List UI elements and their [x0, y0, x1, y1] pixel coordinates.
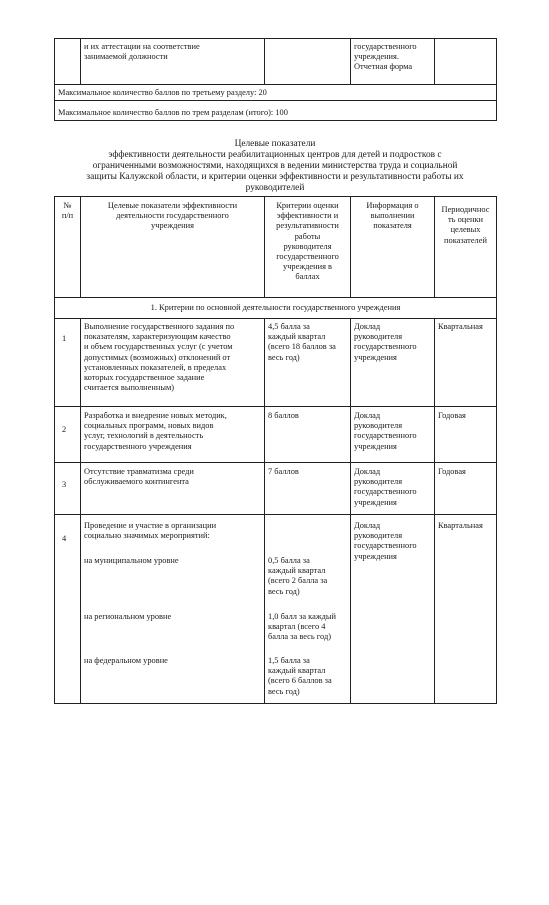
row-3-info: Доклад руководителя государственного учреждения [354, 467, 417, 507]
row-4-sub-criteria: 0,5 балла за каждый квартал (всего 2 балла за весь год) [268, 556, 328, 596]
table-border [54, 297, 497, 298]
max-section3-text: Максимальное количество баллов по третьему разделу: 20 [58, 88, 267, 97]
top-row-text: и их аттестации на соответствие занимаемой должности [84, 42, 200, 62]
row-4-sub-criteria: 1,5 балла за каждый квартал (всего 6 баллов за весь год) [268, 656, 332, 696]
table-border [496, 38, 497, 121]
table-border [434, 38, 435, 84]
table-border [264, 318, 265, 704]
table-border [80, 38, 81, 84]
row-4-sub-criteria: 1,0 балл за каждый квартал (всего 4 балла за весь год) [268, 612, 337, 642]
top-row-info: государственного учреждения. Отчетная форма [354, 42, 417, 72]
header-info: Информация о выполнении показателя [366, 201, 419, 231]
table-border [54, 462, 497, 463]
row-4-sub-level: на федеральном уровне [84, 656, 168, 665]
section-title: Целевые показатели [234, 139, 316, 149]
table-border [434, 318, 435, 704]
row-2-indicator: Разработка и внедрение новых методик, социальных программ, новых видов услуг, технологий в деятельность государственного учреждения [84, 411, 227, 451]
row-2-info: Доклад руководителя государственного учреждения [354, 411, 417, 451]
row-2-num: 2 [62, 425, 67, 434]
table-border [54, 318, 497, 319]
row-1-period: Квартальная [438, 322, 483, 331]
header-num: № п/п [61, 201, 74, 221]
row-4-num: 4 [62, 534, 67, 543]
row-1-indicator: Выполнение государственного задания по показателям, характеризующим качество и объем государственных услуг (с учетом допустимых (возможных) отклонений от установленных показателей, в пределах которых государственное задание считается выполненным) [84, 322, 235, 393]
max-total-text: Максимальное количество баллов по трем разделам (итого): 100 [58, 108, 288, 117]
table-border [54, 38, 497, 39]
header-indicators: Целевые показатели эффективности деятельности государственного учреждения [107, 201, 238, 231]
header-periodicity: Периодичнос ть оценки целевых показателей [441, 205, 490, 245]
table-border [54, 100, 497, 101]
row-3-criteria: 7 баллов [268, 467, 299, 476]
row-4-indicator: Проведение и участие в организации социально значимых мероприятий: [84, 521, 217, 541]
row-4-info: Доклад руководителя государственного учреждения [354, 521, 417, 561]
section-1-heading: 1. Критерии по основной деятельности государственного учреждения [150, 303, 401, 312]
section-subtitle: эффективности деятельности реабилитационных центров для детей и подростков с ограниченными возможностями, находящихся в ведении министерства труда и социальной защиты Калужской области, и критерии оценки эффективности и результативности работы их руководителей [86, 150, 464, 193]
row-1-criteria: 4,5 балла за каждый квартал (всего 18 баллов за весь год) [268, 322, 336, 362]
table-border [350, 38, 351, 84]
header-criteria: Критерии оценки эффективности и результативности работы руководителя государственного учреждения в баллах [276, 201, 339, 282]
row-4-period: Квартальная [438, 521, 483, 530]
table-border [350, 318, 351, 704]
table-border [54, 38, 55, 121]
table-border [80, 318, 81, 704]
table-border [54, 196, 497, 197]
row-2-criteria: 8 баллов [268, 411, 299, 420]
row-3-num: 3 [62, 480, 67, 489]
row-1-num: 1 [62, 334, 67, 343]
table-border [264, 38, 265, 84]
table-border [54, 84, 497, 85]
table-border [496, 196, 497, 704]
row-3-indicator: Отсутствие травматизма среди обслуживаемого контингента [84, 467, 194, 487]
table-border [54, 120, 497, 121]
table-border [54, 196, 55, 704]
row-4-sub-level: на региональном уровне [84, 612, 172, 621]
row-4-sub-level: на муниципальном уровне [84, 556, 179, 565]
row-1-info: Доклад руководителя государственного учреждения [354, 322, 417, 362]
table-border [54, 406, 497, 407]
table-border [54, 514, 497, 515]
row-3-period: Годовая [438, 467, 466, 476]
table-border [54, 703, 497, 704]
row-2-period: Годовая [438, 411, 466, 420]
